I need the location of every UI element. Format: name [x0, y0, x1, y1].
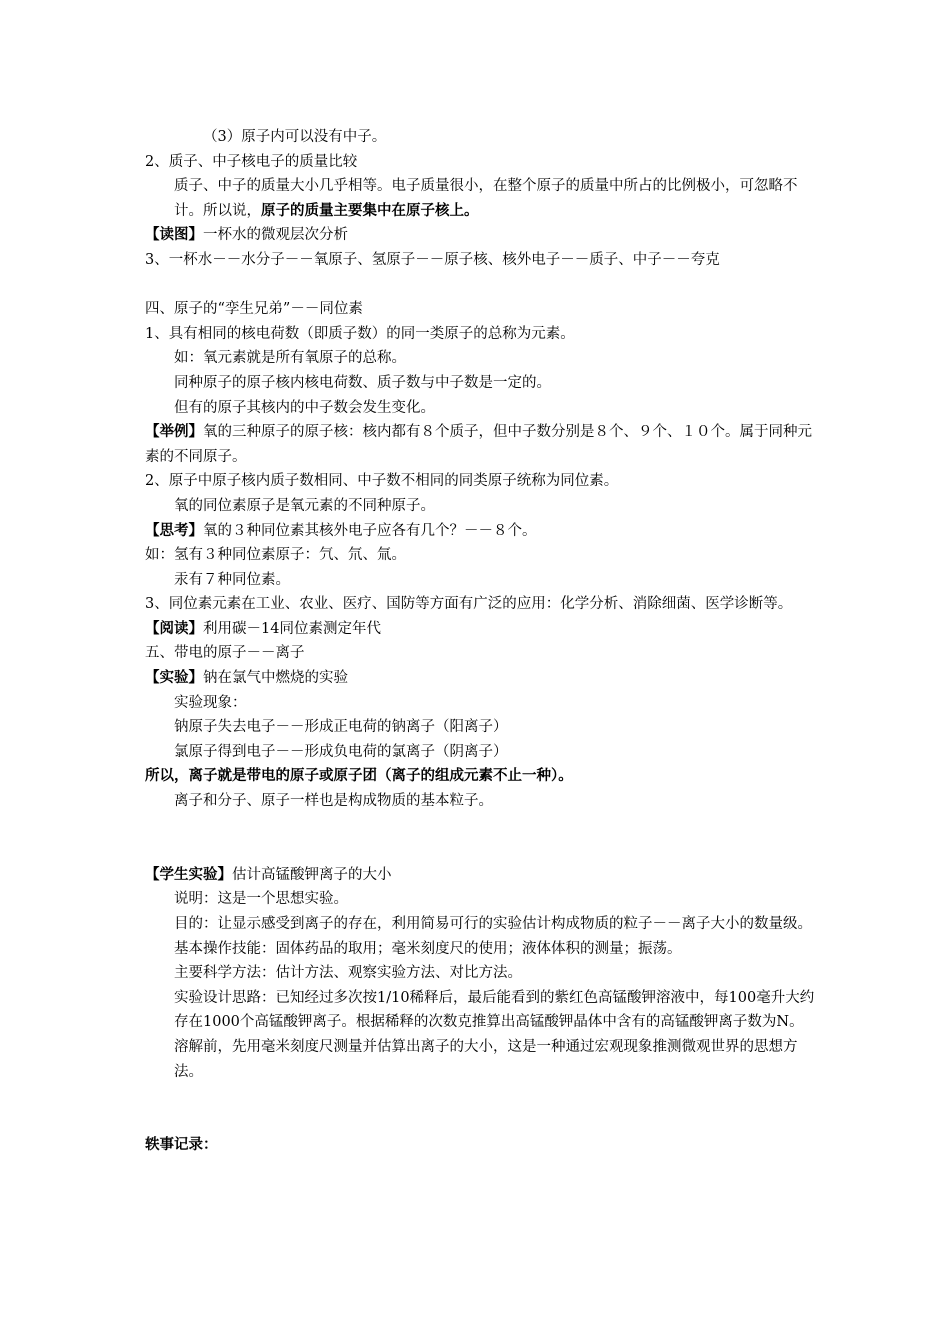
- section-heading: 四、原子的“孪生兄弟”－－同位素: [145, 301, 363, 318]
- text-line: （3）原子内可以没有中子。: [203, 129, 387, 145]
- text-line: 同种原子的原子核内核电荷数、质子数与中子数是一定的。: [174, 374, 551, 391]
- text-line: 但有的原子其核内的中子数会发生变化。: [174, 399, 435, 416]
- label-bracket: 【学生实验】: [145, 865, 232, 883]
- document-body: [145, 125, 815, 1158]
- text-line: 汞有７种同位素。: [174, 571, 290, 588]
- text-line: 2、原子中原子核内质子数相同、中子数不相同的同类原子统称为同位素。: [145, 473, 619, 490]
- label-bracket: 【阅读】: [145, 619, 203, 637]
- text-span: 钠在氯气中燃烧的实验: [203, 670, 348, 687]
- paragraph: 目的：让显示感受到离子的存在，利用简易可行的实验估计构成物质的粒子－－离子大小的数量级。: [174, 916, 812, 932]
- bold-conclusion: 原子的质量主要集中在原子核上。: [261, 201, 479, 219]
- text-span: 估计高锰酸钾离子的大小: [232, 866, 392, 883]
- text-line: 钠原子失去电子－－形成正电荷的钠离子（阳离子）: [174, 719, 508, 736]
- text-span: 氧的３种同位素其核外电子应各有几个？－－８个。: [203, 522, 537, 539]
- bold-conclusion: 所以，离子就是带电的原子或原子团（离子的组成元素不止一种）。: [145, 767, 573, 785]
- text-span: 质子、中子的质量大小几乎相等。电子质量很小，在整个原子的质量中所占的比例极小，可忽略不计。所以说，: [174, 178, 798, 219]
- section-heading: 轶事记录：: [145, 1136, 218, 1154]
- text-line: [145, 617, 815, 642]
- text-line: 氯原子得到电子－－形成负电荷的氯离子（阴离子）: [174, 743, 508, 760]
- label-bracket: 【举例】: [145, 423, 203, 441]
- text-line: 氧的同位素原子是氧元素的不同种原子。: [174, 497, 435, 514]
- section-heading: 五、带电的原子－－离子: [145, 645, 305, 662]
- label-bracket: 【思考】: [145, 521, 203, 539]
- spacer: [145, 814, 815, 863]
- paragraph: [145, 420, 815, 469]
- label-bracket: 【实验】: [145, 669, 203, 687]
- section-heading: 2、质子、中子核电子的质量比较: [145, 153, 358, 170]
- text-line: [145, 519, 815, 544]
- text-line: 3、一杯水－－水分子－－氧原子、氢原子－－原子核、核外电子－－质子、中子－－夸克: [145, 251, 720, 268]
- spacer: [145, 273, 815, 298]
- text-line: 说明：这是一个思想实验。: [174, 891, 348, 908]
- text-span: 氧的三种原子的原子核：核内都有８个质子，但中子数分别是８个、９个、１０个。属于同种元素的不同原子。: [145, 424, 812, 465]
- label-bracket: 【读图】: [145, 226, 203, 244]
- text-line: 主要科学方法：估计方法、观察实验方法、对比方法。: [174, 965, 522, 982]
- spacer: [145, 1084, 815, 1133]
- text-line: 如：氧元素就是所有氧原子的总称。: [174, 350, 406, 367]
- paragraph: [145, 174, 815, 223]
- text-line: [145, 666, 815, 691]
- text-span: 一杯水的微观层次分析: [203, 227, 348, 244]
- text-line: 离子和分子、原子一样也是构成物质的基本粒子。: [174, 793, 493, 810]
- text-line: 如：氢有３种同位素原子：氕、氘、氚。: [145, 547, 406, 564]
- text-line: 实验现象：: [174, 694, 247, 711]
- text-line: 基本操作技能：固体药品的取用；毫米刻度尺的使用；液体体积的测量；振荡。: [174, 940, 682, 957]
- text-line: [145, 223, 815, 248]
- paragraph: 实验设计思路：已知经过多次按1/10稀释后，最后能看到的紫红色高锰酸钾溶液中，每100毫升大约存在1000个高锰酸钾离子。根据稀释的次数克推算出高锰酸钾晶体中含有的高锰酸钾离子数为N。溶解前，先用毫米刻度尺测量并估算出离子的大小，这是一种通过宏观现象推测微观世界的思想方法。: [174, 989, 815, 1080]
- paragraph: 3、同位素元素在工业、农业、医疗、国防等方面有广泛的应用：化学分析、消除细菌、医学诊断等。: [145, 596, 793, 613]
- text-span: 利用碳－14同位素测定年代: [203, 620, 381, 637]
- text-line: [145, 863, 815, 888]
- text-line: 1、具有相同的核电荷数（即质子数）的同一类原子的总称为元素。: [145, 325, 575, 342]
